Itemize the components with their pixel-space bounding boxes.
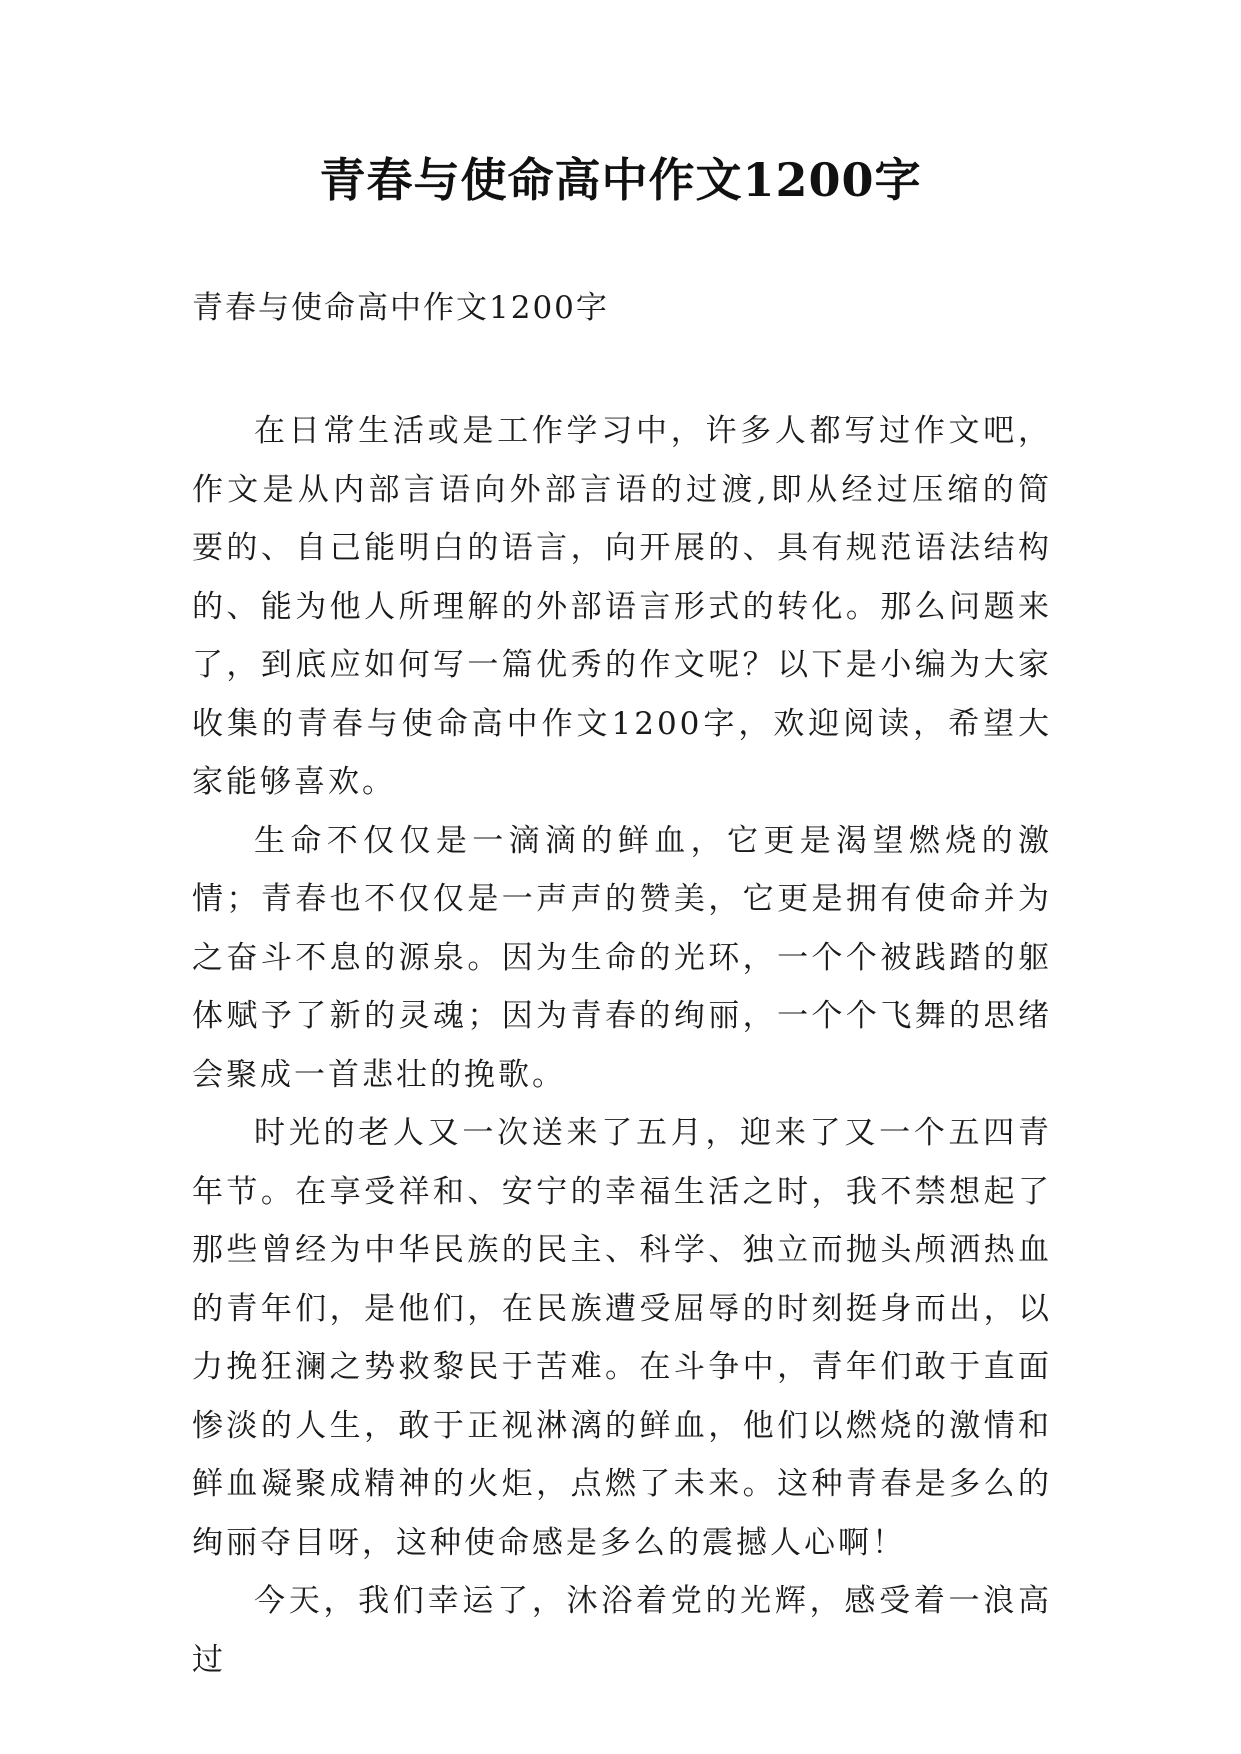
document-subtitle: 青春与使命高中作文1200字 <box>192 290 609 326</box>
document-body <box>192 402 1052 1689</box>
paragraph-may-fourth: 时光的老人又一次送来了五月，迎来了又一个五四青年节。在享受祥和、安宁的幸福生活之时，我不禁想起了那些曾经为中华民族的民主、科学、独立而抛头颅洒热血的青年们，是他们，在民族遭受屈辱的时刻挺身而出，以力挽狂澜之势救黎民于苦难。在斗争中，青年们敢于直面惨淡的人生，敢于正视淋漓的鲜血，他们以燃烧的激情和鲜血凝聚成精神的火炬，点燃了未来。这种青春是多么的绚丽夺目呀，这种使命感是多么的震撼人心啊！ <box>192 1115 1052 1561</box>
paragraph-intro: 在日常生活或是工作学习中，许多人都写过作文吧，作文是从内部言语向外部言语的过渡,即从经过压缩的简要的、自己能明白的语言，向开展的、具有规范语法结构的、能为他人所理解的外部语言形式的转化。那么问题来了，到底应如何写一篇优秀的作文呢？以下是小编为大家收集的青春与使命高中作文1200字，欢迎阅读，希望大家能够喜欢。 <box>192 413 1052 800</box>
document-title: 青春与使命高中作文1200字 <box>319 153 922 207</box>
paragraph-life: 生命不仅仅是一滴滴的鲜血，它更是渴望燃烧的激情；青春也不仅仅是一声声的赞美，它更是拥有使命并为之奋斗不息的源泉。因为生命的光环，一个个被践踏的躯体赋予了新的灵魂；因为青春的绚丽，一个个飞舞的思绪会聚成一首悲壮的挽歌。 <box>192 822 1052 1093</box>
paragraph-today: 今天，我们幸运了，沐浴着党的光辉，感受着一浪高过 <box>192 1583 1052 1678</box>
